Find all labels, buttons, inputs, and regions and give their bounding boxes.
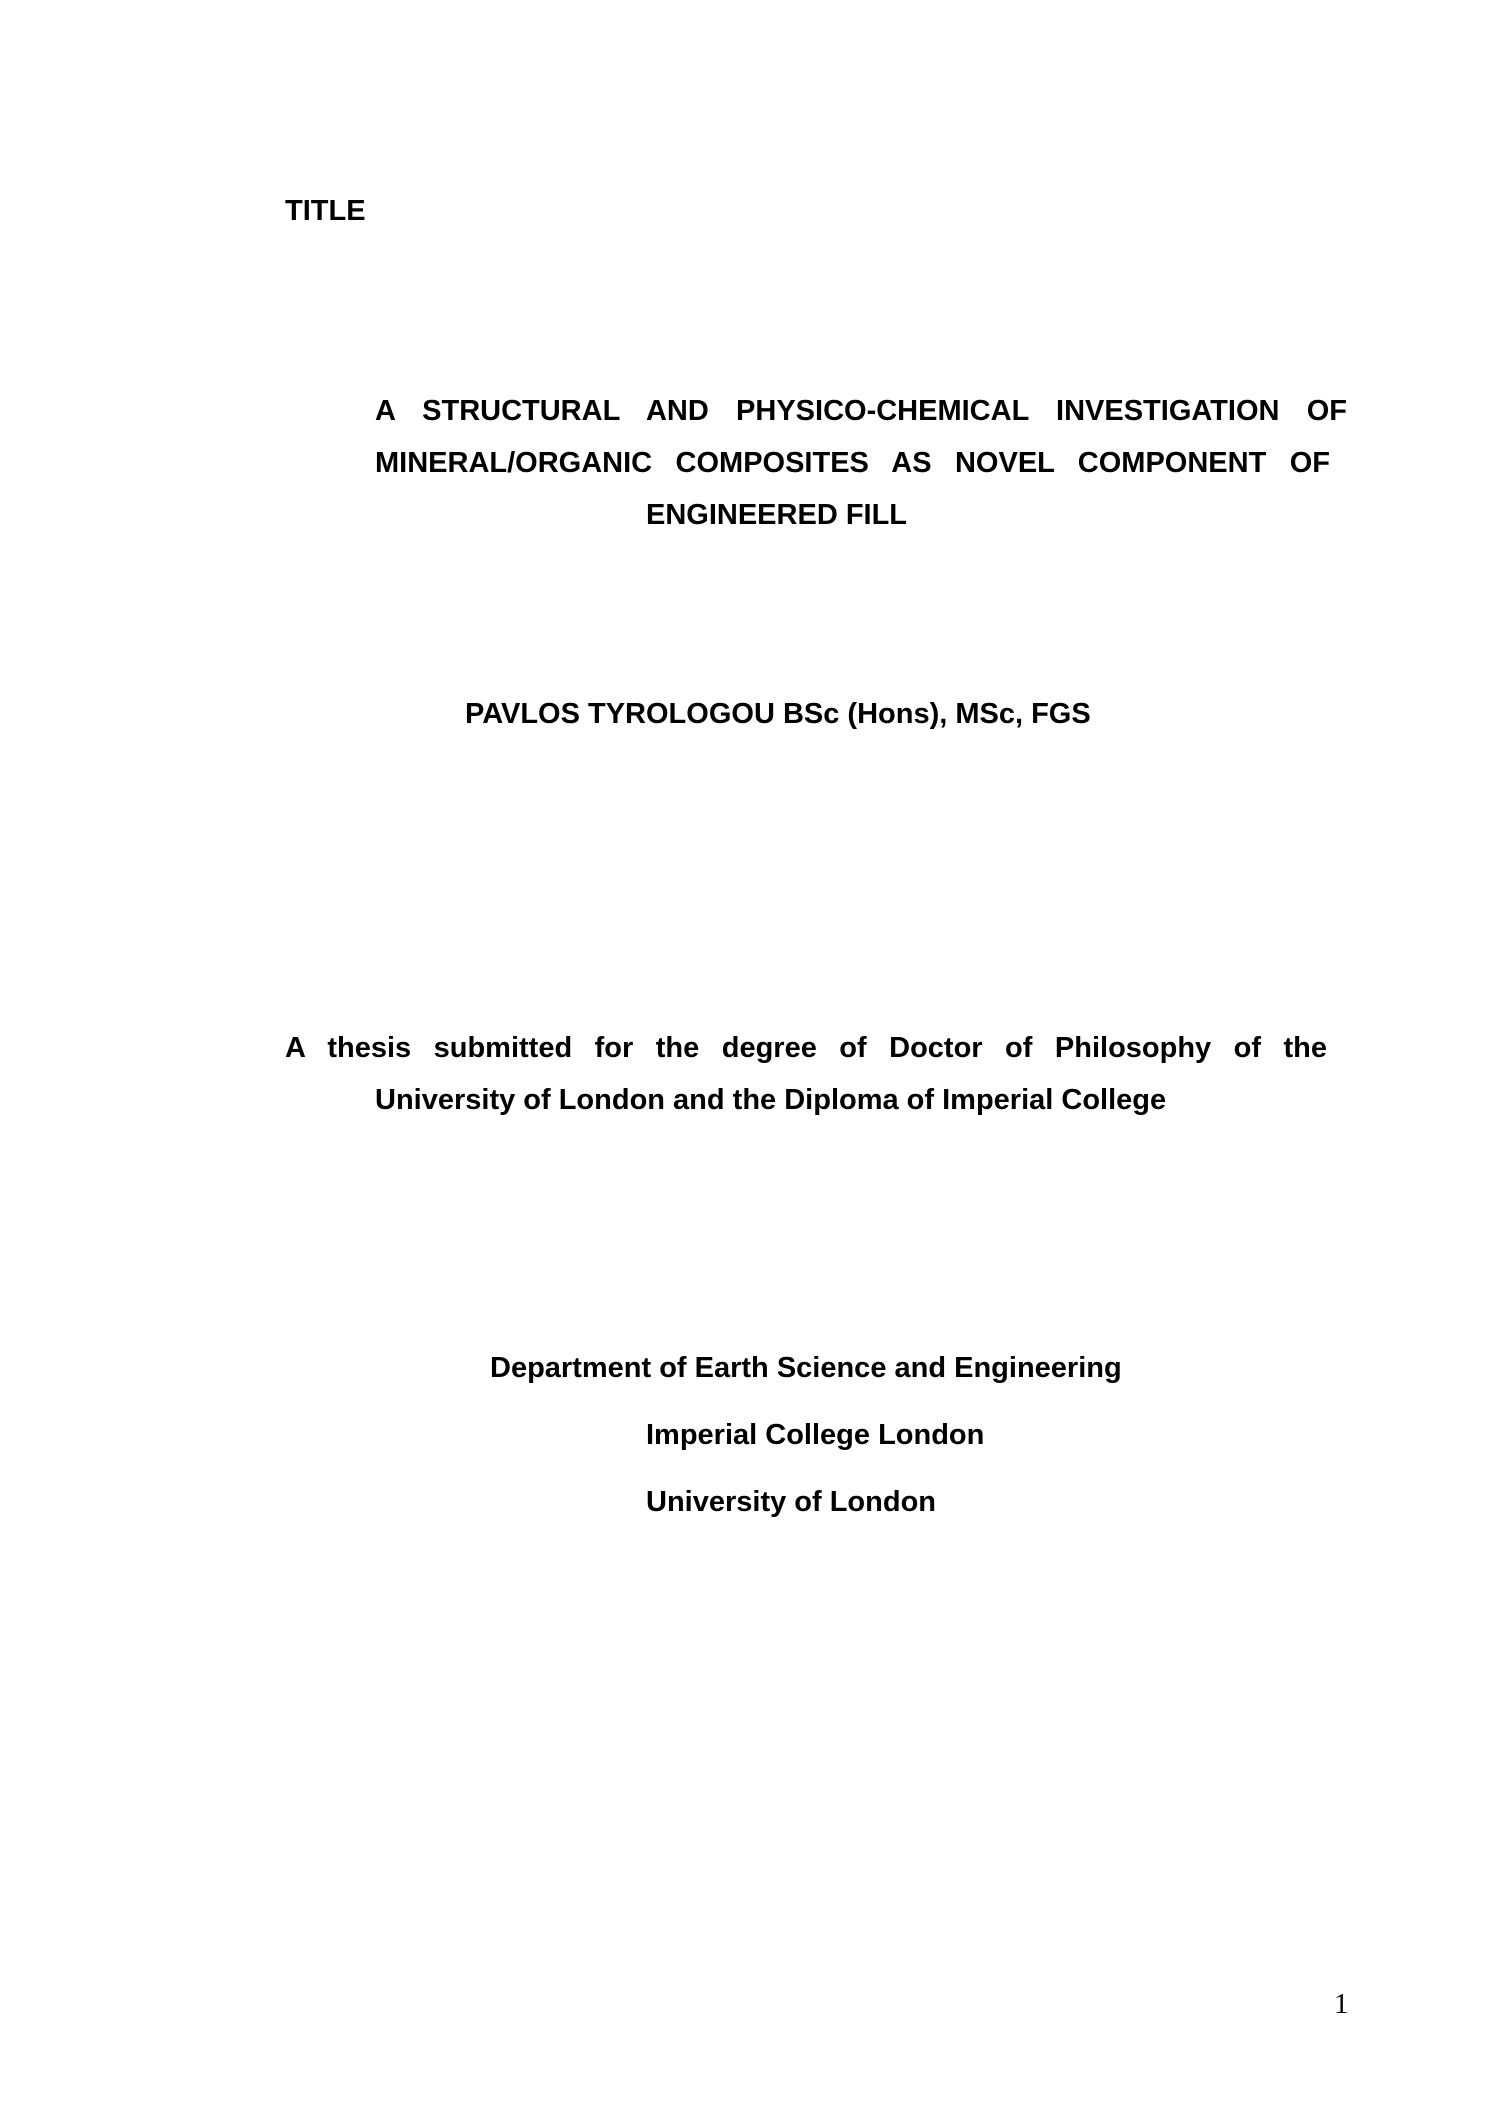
thesis-title-line-3: ENGINEERED FILL [646, 499, 908, 531]
university-name: University of London [646, 1486, 936, 1518]
thesis-title-line-1: A STRUCTURAL AND PHYSICO-CHEMICAL INVESTIGATION OF [375, 395, 1347, 427]
author-name: PAVLOS TYROLOGOU BSc (Hons), MSc, FGS [465, 698, 1091, 730]
department-name: Department of Earth Science and Engineering [490, 1352, 1122, 1384]
degree-statement-line-2: University of London and the Diploma of Imperial College [375, 1084, 1167, 1116]
section-heading: TITLE [285, 195, 366, 227]
college-name: Imperial College London [646, 1419, 985, 1451]
thesis-title-line-2: MINERAL/ORGANIC COMPOSITES AS NOVEL COMPONENT OF [375, 447, 1330, 479]
degree-statement-line-1: A thesis submitted for the degree of Doctor of Philosophy of the [285, 1032, 1327, 1064]
page-number: 1 [1334, 1988, 1349, 2020]
